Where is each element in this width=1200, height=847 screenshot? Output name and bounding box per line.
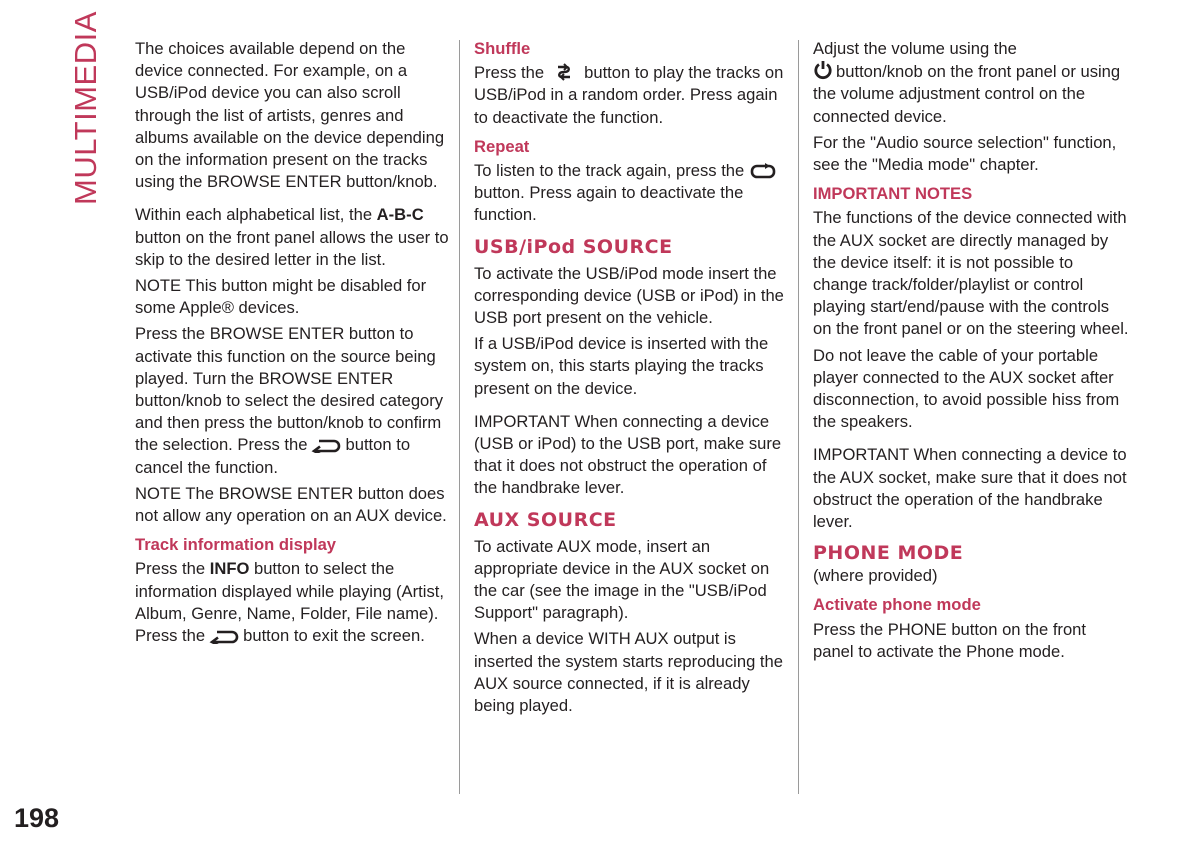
paragraph: NOTE The BROWSE ENTER button does not allow any operation on an AUX device. [135,483,447,526]
subheading-repeat: Repeat [474,136,530,156]
text-run: To listen to the track again, press the [474,161,745,181]
text-run: button to exit the screen. [243,626,425,646]
page-number: 198 [14,803,60,833]
text-run: button to cancel the function. [135,435,411,477]
text-column-3 [813,38,1131,667]
paragraph: IMPORTANT When connecting a device to the AUX socket, make sure that it does not obstruct the operation of the handbrake lever. [813,445,1127,532]
paragraph [474,160,792,227]
text-column-2 [474,38,792,721]
abc-button-label: A-B-C [376,205,424,225]
section-heading-aux-source: AUX SOURCE [474,508,617,531]
subheading-activate-phone: Activate phone mode [813,595,981,615]
text-run: button to select the information displayed while playing (Artist, Album, Genre, Name, Folder, File name). Press the [135,559,444,646]
paragraph [135,558,453,647]
subheading-important-notes: IMPORTANT NOTES [813,184,973,204]
section-heading-usb-source: USB/iPod SOURCE [474,235,673,258]
paragraph: Press the PHONE button on the front panel to activate the Phone mode. [813,619,1087,661]
power-knob-icon [813,60,833,80]
repeat-icon [749,163,777,179]
paragraph: When a device WITH AUX output is inserted the system starts reproducing the AUX source connected, if it is already being played. [474,629,783,716]
subheading-shuffle: Shuffle [474,39,531,58]
paragraph: If a USB/iPod device is inserted with the system on, this starts playing the tracks present on the device. [474,334,769,398]
text-column-1 [135,38,453,651]
subheading-track-info: Track information display [135,535,337,555]
column-divider [459,40,460,794]
back-arrow-icon [311,439,341,453]
shuffle-icon [556,63,572,81]
paragraph: NOTE This button might be disabled for some Apple® devices. [135,276,427,318]
text-run: button. Press again to deactivate the function. [474,183,744,225]
column-divider [798,40,799,794]
text-run: Press the [135,559,210,579]
back-arrow-icon [209,630,239,644]
paragraph [135,323,453,478]
paragraph: The functions of the device connected with the AUX socket are directly managed by the device itself: it is not possible to change track/folder/playlist or control playing start/end/pause with the controls on the front panel or on the steering wheel. [813,208,1129,339]
paragraph: The choices available depend on the device connected. For example, on a USB/iPod device you can also scroll through the list of artists, genres and albums available on the device depending on the information present on the tracks using the BROWSE ENTER button/knob. [135,39,445,192]
paragraph: For the "Audio source selection" function, see the "Media mode" chapter. [813,132,1117,175]
paragraph [474,62,792,129]
paragraph: IMPORTANT When connecting a device (USB or iPod) to the USB port, make sure that it does not obstruct the operation of the handbrake lever. [474,411,782,498]
text-run: Within each alphabetical list, the [135,205,377,225]
paragraph: To activate AUX mode, insert an appropriate device in the AUX socket on the car (see the image in the "USB/iPod Support" paragraph). [474,536,770,623]
paragraph: Do not leave the cable of your portable player connected to the AUX socket after disconnection, to avoid possible hiss from the speakers. [813,345,1120,432]
text-run: Adjust the volume using the [813,39,1017,58]
info-button-label: INFO [209,559,250,579]
availability-note: (where provided) [813,566,938,586]
text-run: Press the BROWSE ENTER button to activate this function on the source being played. Turn the BROWSE ENTER button/knob to select the desired category and then press the button/knob to confirm the selection. Press the [135,324,444,455]
text-run: button to play the tracks on USB/iPod in a random order. Press again to deactivate the function. [474,63,784,127]
paragraph [813,38,1131,128]
text-run: button/knob on the front panel or using the volume adjustment control on the connected device. [813,62,1121,126]
section-heading-phone-mode: PHONE MODE [813,542,964,565]
section-side-title: MULTIMEDIA [68,11,103,205]
text-run: Press the [474,63,545,83]
text-run: button on the front panel allows the user to skip to the desired letter in the list. [135,227,449,269]
paragraph [135,204,453,271]
paragraph: To activate the USB/iPod mode insert the corresponding device (USB or iPod) in the USB port present on the vehicle. [474,263,784,328]
